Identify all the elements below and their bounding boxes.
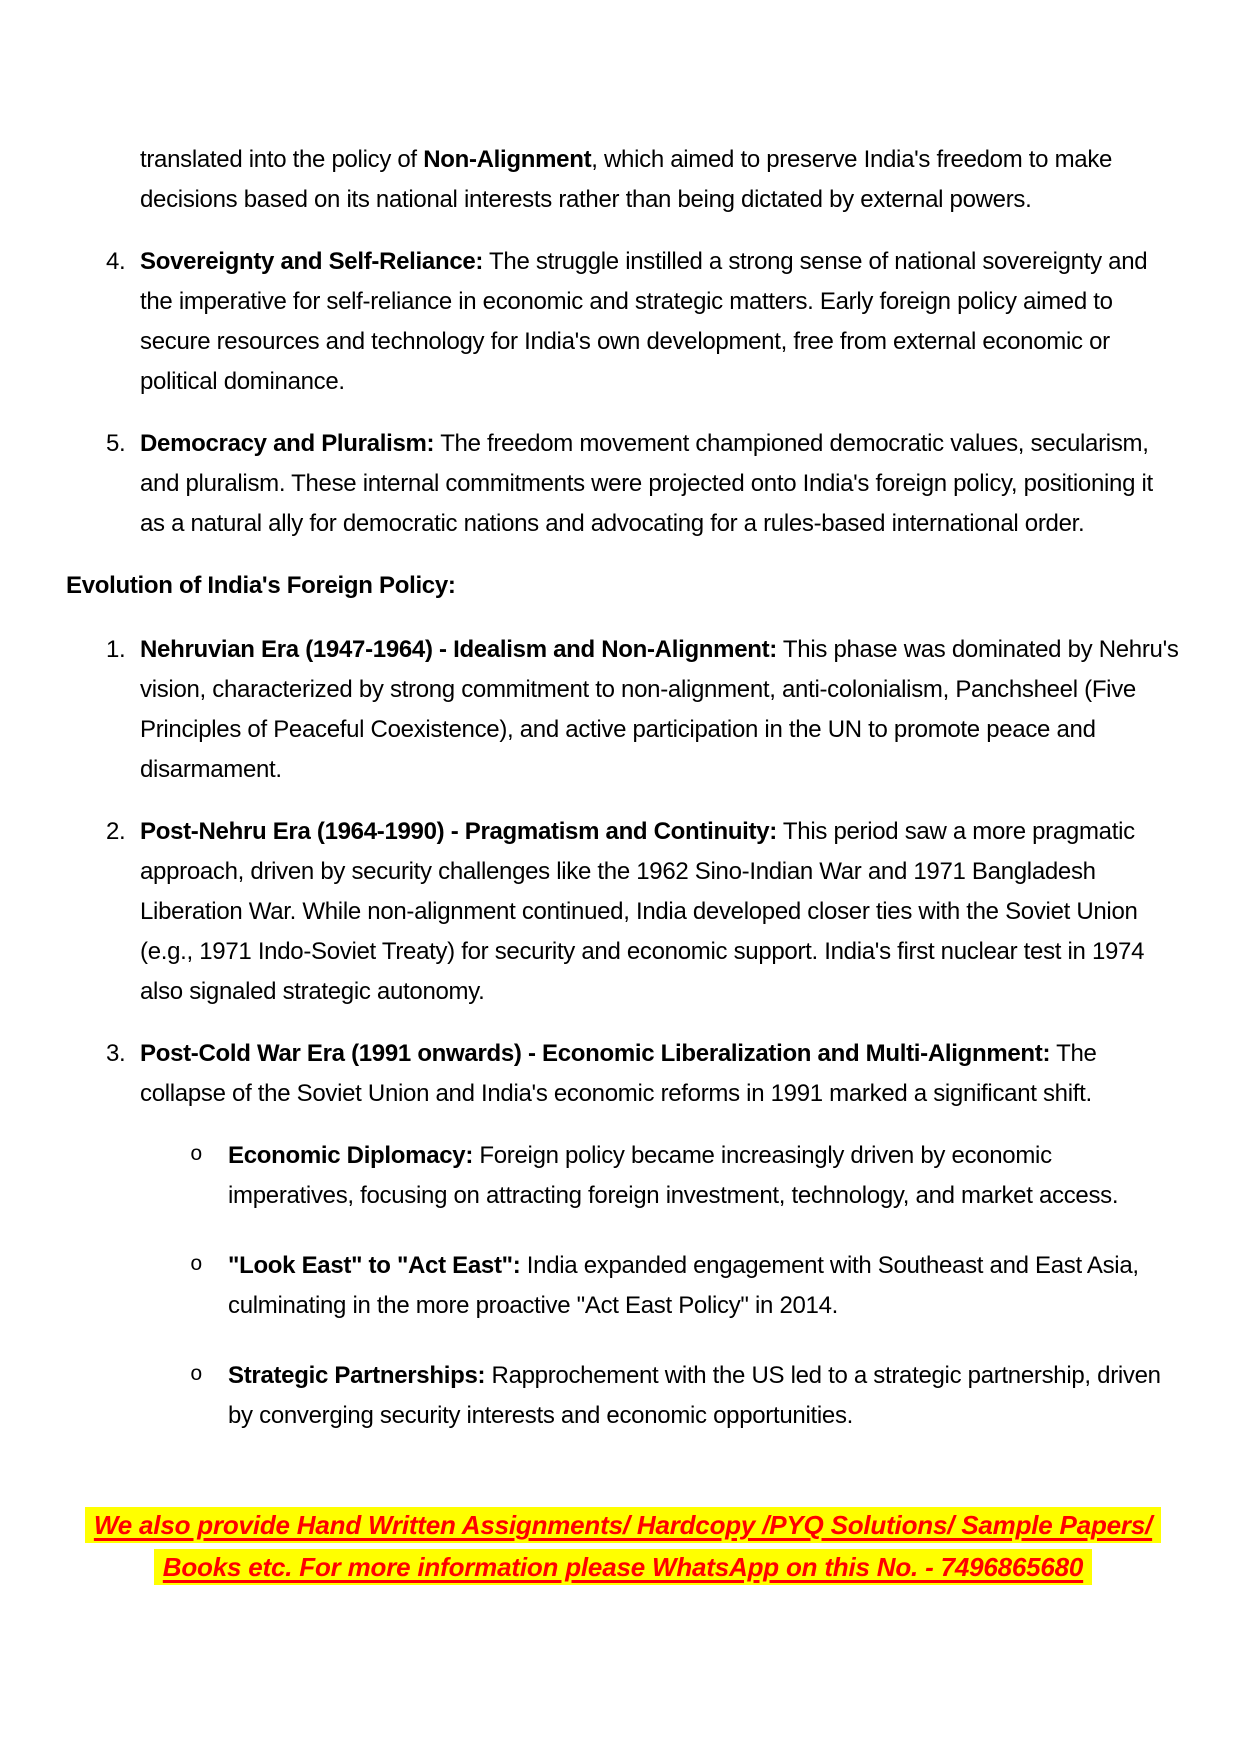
intro-post-text: , which aimed to preserve India's freedom to make decisions based on its national interests rather than being dictated by external powers. xyxy=(140,146,1113,213)
circle-bullet-icon: o xyxy=(190,1144,203,1167)
sub-item-1-body: Foreign policy became increasingly driven by economic imperatives, focusing on attracting foreign investment, technology, and market access. xyxy=(228,1142,1119,1209)
sub-item-strategic-partnerships xyxy=(190,1356,1180,1436)
item-5-lead: Democracy and Pluralism: xyxy=(140,430,435,457)
sub-item-3-lead: Strategic Partnerships: xyxy=(228,1362,486,1389)
footer-line-2 xyxy=(66,1546,1180,1588)
item-4-lead: Sovereignty and Self-Reliance: xyxy=(140,248,484,275)
item-4-body: The struggle instilled a strong sense of national sovereignty and the imperative for self-reliance in economic and strategic matters. Early foreign policy aimed to secure resources and technology for India's own development, free from external economic or political dominance. xyxy=(140,248,1148,395)
list-item-1 xyxy=(106,630,1180,790)
item-2-body: This period saw a more pragmatic approach, driven by security challenges like the 1962 Sino-Indian War and 1971 Bangladesh Liberation War. While non-alignment continued, India developed closer ties with the Soviet Union (e.g., 1971 Indo-Soviet Treaty) for security and economic support. India's first nuclear test in 1974 also signaled strategic autonomy. xyxy=(140,818,1145,1005)
list-item-3 xyxy=(106,1034,1180,1114)
list-item-5 xyxy=(106,424,1180,544)
list-item-2 xyxy=(106,812,1180,1012)
sub-item-2-lead: "Look East" to "Act East": xyxy=(228,1252,521,1279)
item-3-lead: Post-Cold War Era (1991 onwards) - Economic Liberalization and Multi-Alignment: xyxy=(140,1040,1051,1067)
item-4-number: 4. xyxy=(106,248,126,275)
section-heading: Evolution of India's Foreign Policy: xyxy=(66,572,456,599)
item-3-number: 3. xyxy=(106,1040,126,1067)
item-2-number: 2. xyxy=(106,818,126,845)
footer-banner xyxy=(66,1504,1180,1588)
footer-line-1 xyxy=(66,1504,1180,1546)
item-1-body: This phase was dominated by Nehru's vision, characterized by strong commitment to non-alignment, anti-colonialism, Panchsheel (Five Principles of Peaceful Coexistence), and active participation in the UN to promote peace and disarmament. xyxy=(140,636,1179,783)
footer-line-2-text: Books etc. For more information please WhatsApp on this No. - 7496865680 xyxy=(154,1549,1092,1585)
item-3-body: The collapse of the Soviet Union and India's economic reforms in 1991 marked a significant shift. xyxy=(140,1040,1097,1107)
list-item-4 xyxy=(106,242,1180,402)
item-5-body: The freedom movement championed democratic values, secularism, and pluralism. These internal commitments were projected onto India's foreign policy, positioning it as a natural ally for democratic nations and advocating for a rules-based international order. xyxy=(140,430,1153,537)
item-2-lead: Post-Nehru Era (1964-1990) - Pragmatism and Continuity: xyxy=(140,818,777,845)
intro-pre-text: translated into the policy of xyxy=(140,146,424,173)
circle-bullet-icon: o xyxy=(190,1364,203,1387)
sub-item-economic-diplomacy xyxy=(190,1136,1180,1216)
sub-item-look-east xyxy=(190,1246,1180,1326)
circle-bullet-icon: o xyxy=(190,1254,203,1277)
item-5-number: 5. xyxy=(106,430,126,457)
sub-item-2-body: India expanded engagement with Southeast and East Asia, culminating in the more proactive "Act East Policy" in 2014. xyxy=(228,1252,1139,1319)
item-1-number: 1. xyxy=(106,636,126,663)
intro-bold-text: Non-Alignment xyxy=(423,146,592,173)
footer-line-1-text: We also provide Hand Written Assignments/ Hardcopy /PYQ Solutions/ Sample Papers/ xyxy=(85,1507,1161,1543)
sub-item-3-body: Rapprochement with the US led to a strategic partnership, driven by converging security interests and economic opportunities. xyxy=(228,1362,1161,1429)
sub-item-1-lead: Economic Diplomacy: xyxy=(228,1142,474,1169)
intro-paragraph xyxy=(140,140,1180,220)
item-1-lead: Nehruvian Era (1947-1964) - Idealism and Non-Alignment: xyxy=(140,636,777,663)
